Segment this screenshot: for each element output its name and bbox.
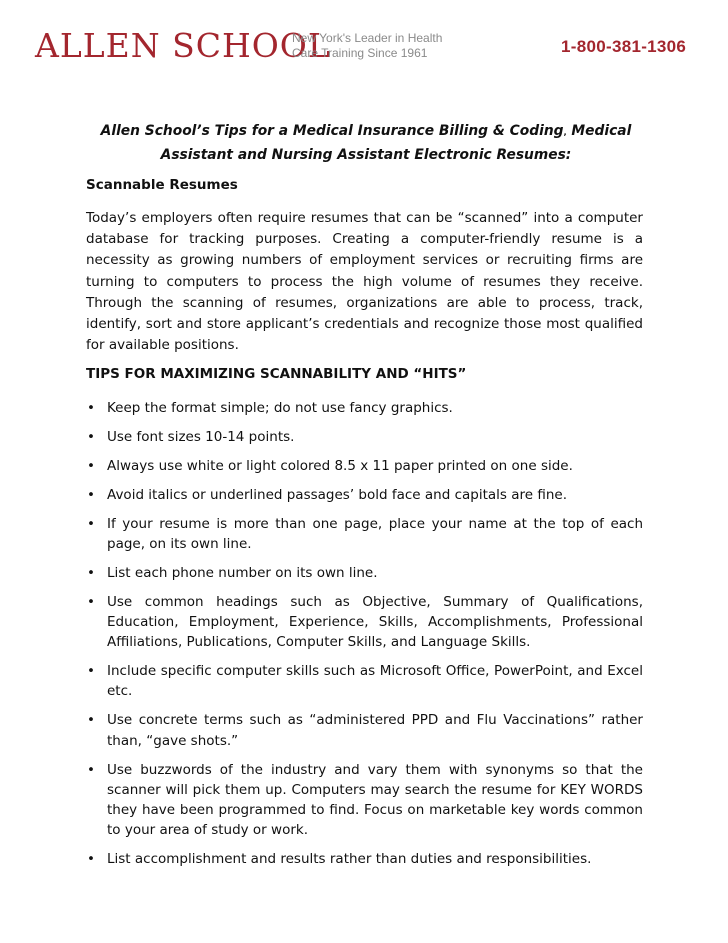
list-item	[86, 563, 643, 583]
intro-paragraph: Today’s employers often require resumes that can be “scanned” into a computer database for tracking purposes. Creating a computer-friendly resume is a necessity as growing numbers of employment services or recruiting firms are turning to computers to process the high volume of resumes they receive. Through the scanning of resumes, organizations are able to process, track, identify, sort and store applicant’s credentials and recognize those most qualified for available positions.	[86, 210, 643, 354]
list-item-text: List accomplishment and results rather than duties and responsibilities.	[107, 851, 592, 868]
bullet-icon: •	[87, 761, 95, 778]
bullet-icon: •	[87, 851, 95, 868]
title-line-1-part-a: Allen School’s Tips for a Medical Insurance Billing & Coding	[100, 123, 564, 139]
section-heading-tips: TIPS FOR MAXIMIZING SCANNABILITY AND “HITS”	[86, 366, 467, 382]
list-item-text: Use common headings such as Objective, Summary of Qualifications, Education, Employment, Experience, Skills, Accomplishments, Professional Affiliations, Publications, Computer Skills, and Language Skills.	[107, 593, 643, 651]
allen-school-logo: ALLEN SCHOOL	[35, 26, 331, 65]
bullet-icon: •	[87, 712, 95, 729]
list-item	[86, 592, 643, 653]
phone-number: 1-800-381-1306	[561, 37, 687, 56]
list-item-text: If your resume is more than one page, place your name at the top of each page, on its own line.	[107, 515, 643, 552]
list-item	[86, 514, 643, 555]
list-item-text: Always use white or light colored 8.5 x 11 paper printed on one side.	[107, 457, 573, 474]
list-item	[86, 485, 643, 505]
list-item-text: Include specific computer skills such as Microsoft Office, PowerPoint, and Excel etc.	[107, 663, 643, 700]
title-line-1-part-b: Medical	[566, 123, 632, 139]
list-item	[86, 760, 643, 841]
tips-list	[86, 398, 643, 878]
list-item	[86, 398, 643, 418]
list-item	[86, 661, 643, 702]
list-item-text: Use buzzwords of the industry and vary them with synonyms so that the scanner will pick them up. Computers may search the resume for KEY WORDS they have been programmed to find. Focus on marketable key words common to your area of study or work.	[107, 761, 643, 839]
bullet-icon: •	[87, 515, 95, 532]
title-line-1	[88, 120, 644, 144]
list-item	[86, 710, 643, 751]
title-separator: ,	[563, 128, 567, 137]
bullet-icon: •	[87, 663, 95, 680]
bullet-icon: •	[87, 428, 95, 445]
list-item	[86, 849, 643, 869]
list-item-text: Use font sizes 10-14 points.	[107, 428, 295, 445]
section-heading-scannable-resumes: Scannable Resumes	[86, 177, 238, 193]
bullet-icon: •	[87, 564, 95, 581]
title-line-2: Assistant and Nursing Assistant Electronic Resumes:	[160, 147, 572, 163]
tagline-line-2: Care Training Since 1961	[292, 46, 428, 60]
tagline	[292, 31, 442, 61]
bullet-icon: •	[87, 400, 95, 416]
list-item	[86, 427, 643, 447]
bullet-icon: •	[87, 457, 95, 474]
letterhead	[0, 0, 728, 80]
list-item-text: Use concrete terms such as “administered PPD and Flu Vaccinations” rather than, “gave shots.”	[107, 712, 643, 749]
list-item-text: Keep the format simple; do not use fancy graphics.	[107, 400, 453, 416]
bullet-icon: •	[87, 486, 95, 503]
list-item-text: Avoid italics or underlined passages’ bold face and capitals are fine.	[107, 486, 568, 503]
document-title	[88, 120, 644, 167]
bullet-icon: •	[87, 593, 95, 610]
list-item-text: List each phone number on its own line.	[107, 564, 378, 581]
tagline-line-1: New York's Leader in Health	[292, 31, 443, 45]
list-item	[86, 456, 643, 476]
